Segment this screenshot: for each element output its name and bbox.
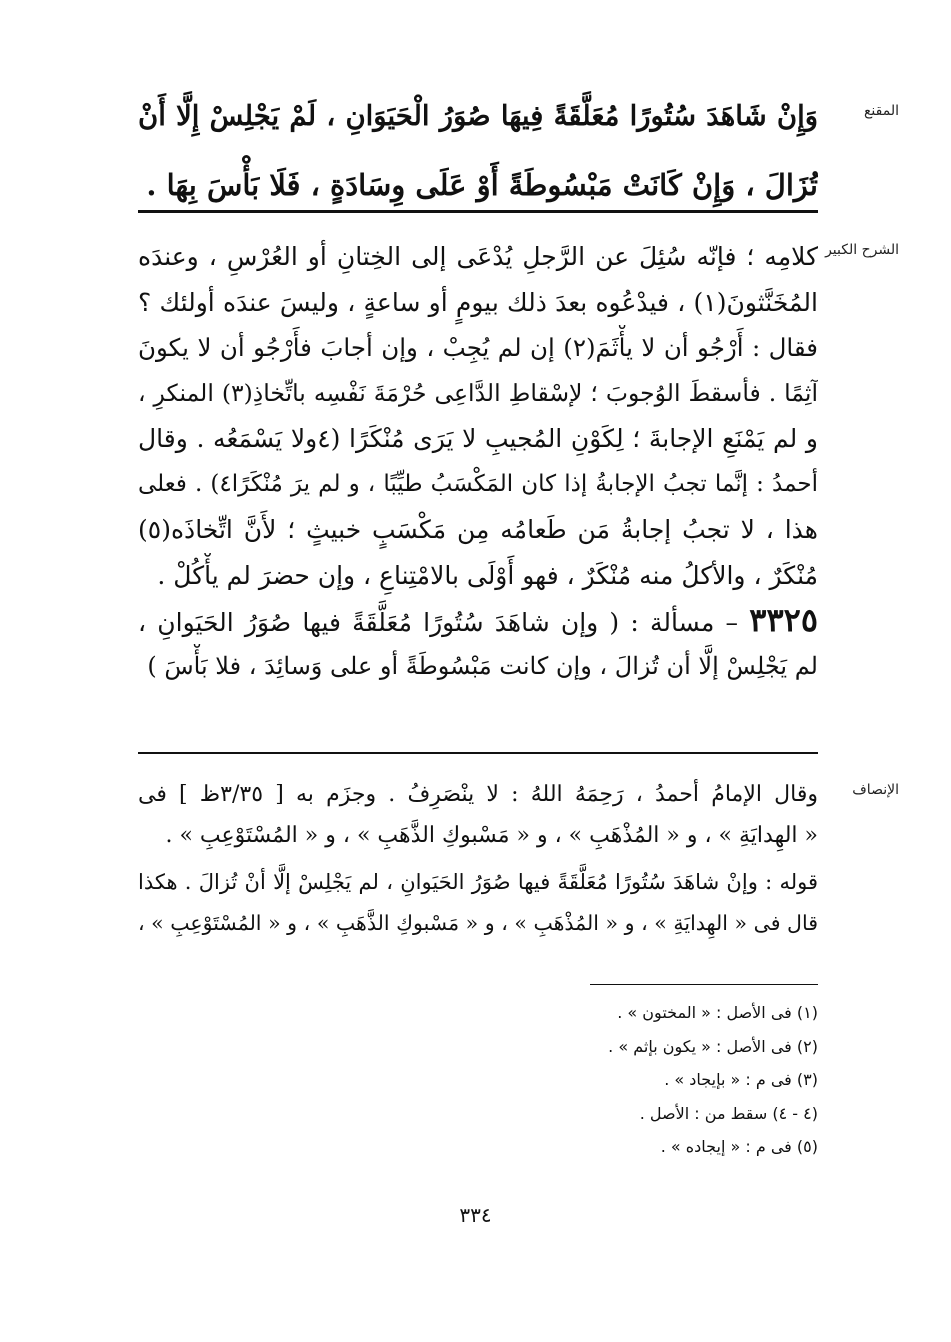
footnote: (٥) فى م : « إيجاده » . [660, 1137, 818, 1156]
footnote: (٢) فى الأصل : « يكون بإثم » . [608, 1036, 818, 1056]
insaf-line: « الهِدايَةِ » ، و « المُذْهَبِ » ، و « مَسْبوكِ الذَّهَبِ » ، و « المُسْتَوْعِبِ » . [165, 823, 818, 848]
section-label-sharh: الشرح الكبير [825, 242, 899, 258]
sharh-line: آثِمًا . فأسقطَ الوُجوبَ ؛ لإسْقاطِ الدَّاعِى حُرْمَةَ نَفْسِه باتِّخاذِ(٣) المنكرِ ، [138, 378, 818, 407]
insaf-text [138, 774, 818, 944]
insaf-line: قوله : وإنْ شاهَدَ سُتُورًا مُعَلَّقَةً فيها صُوَرُ الحَيَوانِ ، لم يَجْلِسْ إلَّا أنْ تُزالَ . هكذا [138, 870, 818, 894]
sharh-text [138, 234, 818, 689]
mas-ala-text: – مسألة : ( وإن شاهَدَ سُتُورًا مُعَلَّقَةً فيها صُوَرُ الحَيَوانِ ، [138, 608, 739, 637]
muqni-text [138, 82, 818, 220]
muqni-line: وَإِنْ شَاهَدَ سُتُورًا مُعَلَّقَةً فِيهَا صُوَرُ الْحَيَوَانِ ، لَمْ يَجْلِسْ إِلَّا أَنْ [138, 100, 818, 132]
page-number: ٣٣٤ [459, 1203, 492, 1227]
sharh-line: فقال : أَرْجُو أن لا يأْثَمَ(٢) إن لم يُجِبْ ، وإن أجابَ فأَرْجُو أن لا يكونَ [138, 333, 818, 362]
sharh-line: أحمدُ : إنَّما تجبُ الإجابةُ إذا كان المَكْسَبُ طيِّبًا ، و لم يرَ مُنْكَرًا٤) . فعلى [138, 470, 818, 497]
sharh-line: و لم يَمْنَعِ الإجابةَ ؛ لِكَوْنِ المُجيبِ لا يَرَى مُنْكَرًا (٤ولا يَسْمَعُه . وقال [138, 424, 818, 453]
mas-ala-continuation: لم يَجْلِسْ إلَّا أن تُزالَ ، وإن كانت مَبْسُوطَةً أو على وَسائِدَ ، فلا بَأْسَ ) [147, 651, 818, 680]
footnote: (٣) فى م : « بإيجاد » . [664, 1070, 818, 1089]
mas-ala-heading [138, 598, 818, 644]
section-divider [138, 210, 818, 213]
footnote: (١) فى الأصل : « المختون » . [617, 1003, 818, 1022]
insaf-line: قال فى « الهِدايَةِ » ، و « المُذْهَبِ » ، و « مَسْبوكِ الذَّهَبِ » ، و « المُسْتَوْعِبِ » ، [138, 911, 818, 935]
footnote: (٤ - ٤) سقط من : الأصل . [639, 1103, 818, 1123]
insaf-line: وقال الإمامُ أحمدُ ، رَحِمَهُ اللهُ : لا ينْصَرِفُ . وجزَم به [ ٣/٣٥ظ ] فى [138, 782, 818, 807]
footnote-divider [590, 984, 818, 985]
muqni-line: تُزَالَ ، وَإِنْ كَانَتْ مَبْسُوطَةً أَوْ عَلَى وِسَادَةٍ ، فَلَا بَأْسَ بِهَا . [146, 168, 818, 202]
sharh-line: هذا ، لا تجبُ إجابةُ مَن طَعامُه مِن مَكْسَبٍ خبيثٍ ؛ لأَنَّ اتِّخاذَه(٥) [138, 515, 818, 544]
section-divider [138, 752, 818, 754]
sharh-line: مُنْكَرٌ ، والأكلُ منه مُنْكَرٌ ، فهو أَوْلَى بالامْتِناعِ ، وإن حضرَ لم يأْكُلْ . [157, 560, 818, 590]
section-label-muqni: المقنع [863, 103, 899, 119]
section-label-insaf: الإنصاف [852, 782, 899, 798]
mas-ala-number: ٣٣٢٥ [749, 601, 818, 639]
sharh-line: كلامِه ؛ فإنّه سُئِلَ عن الرَّجلِ يُدْعَى إلى الخِتانِ أو العُرْسِ ، وعندَه [138, 242, 818, 271]
sharh-line: المُخَنَّثونَ(١) ، فيدْعُوه بعدَ ذلك بيومٍ أو ساعةٍ ، وليسَ عندَه أولئك ؟ [138, 287, 818, 317]
footnotes [400, 996, 818, 1164]
